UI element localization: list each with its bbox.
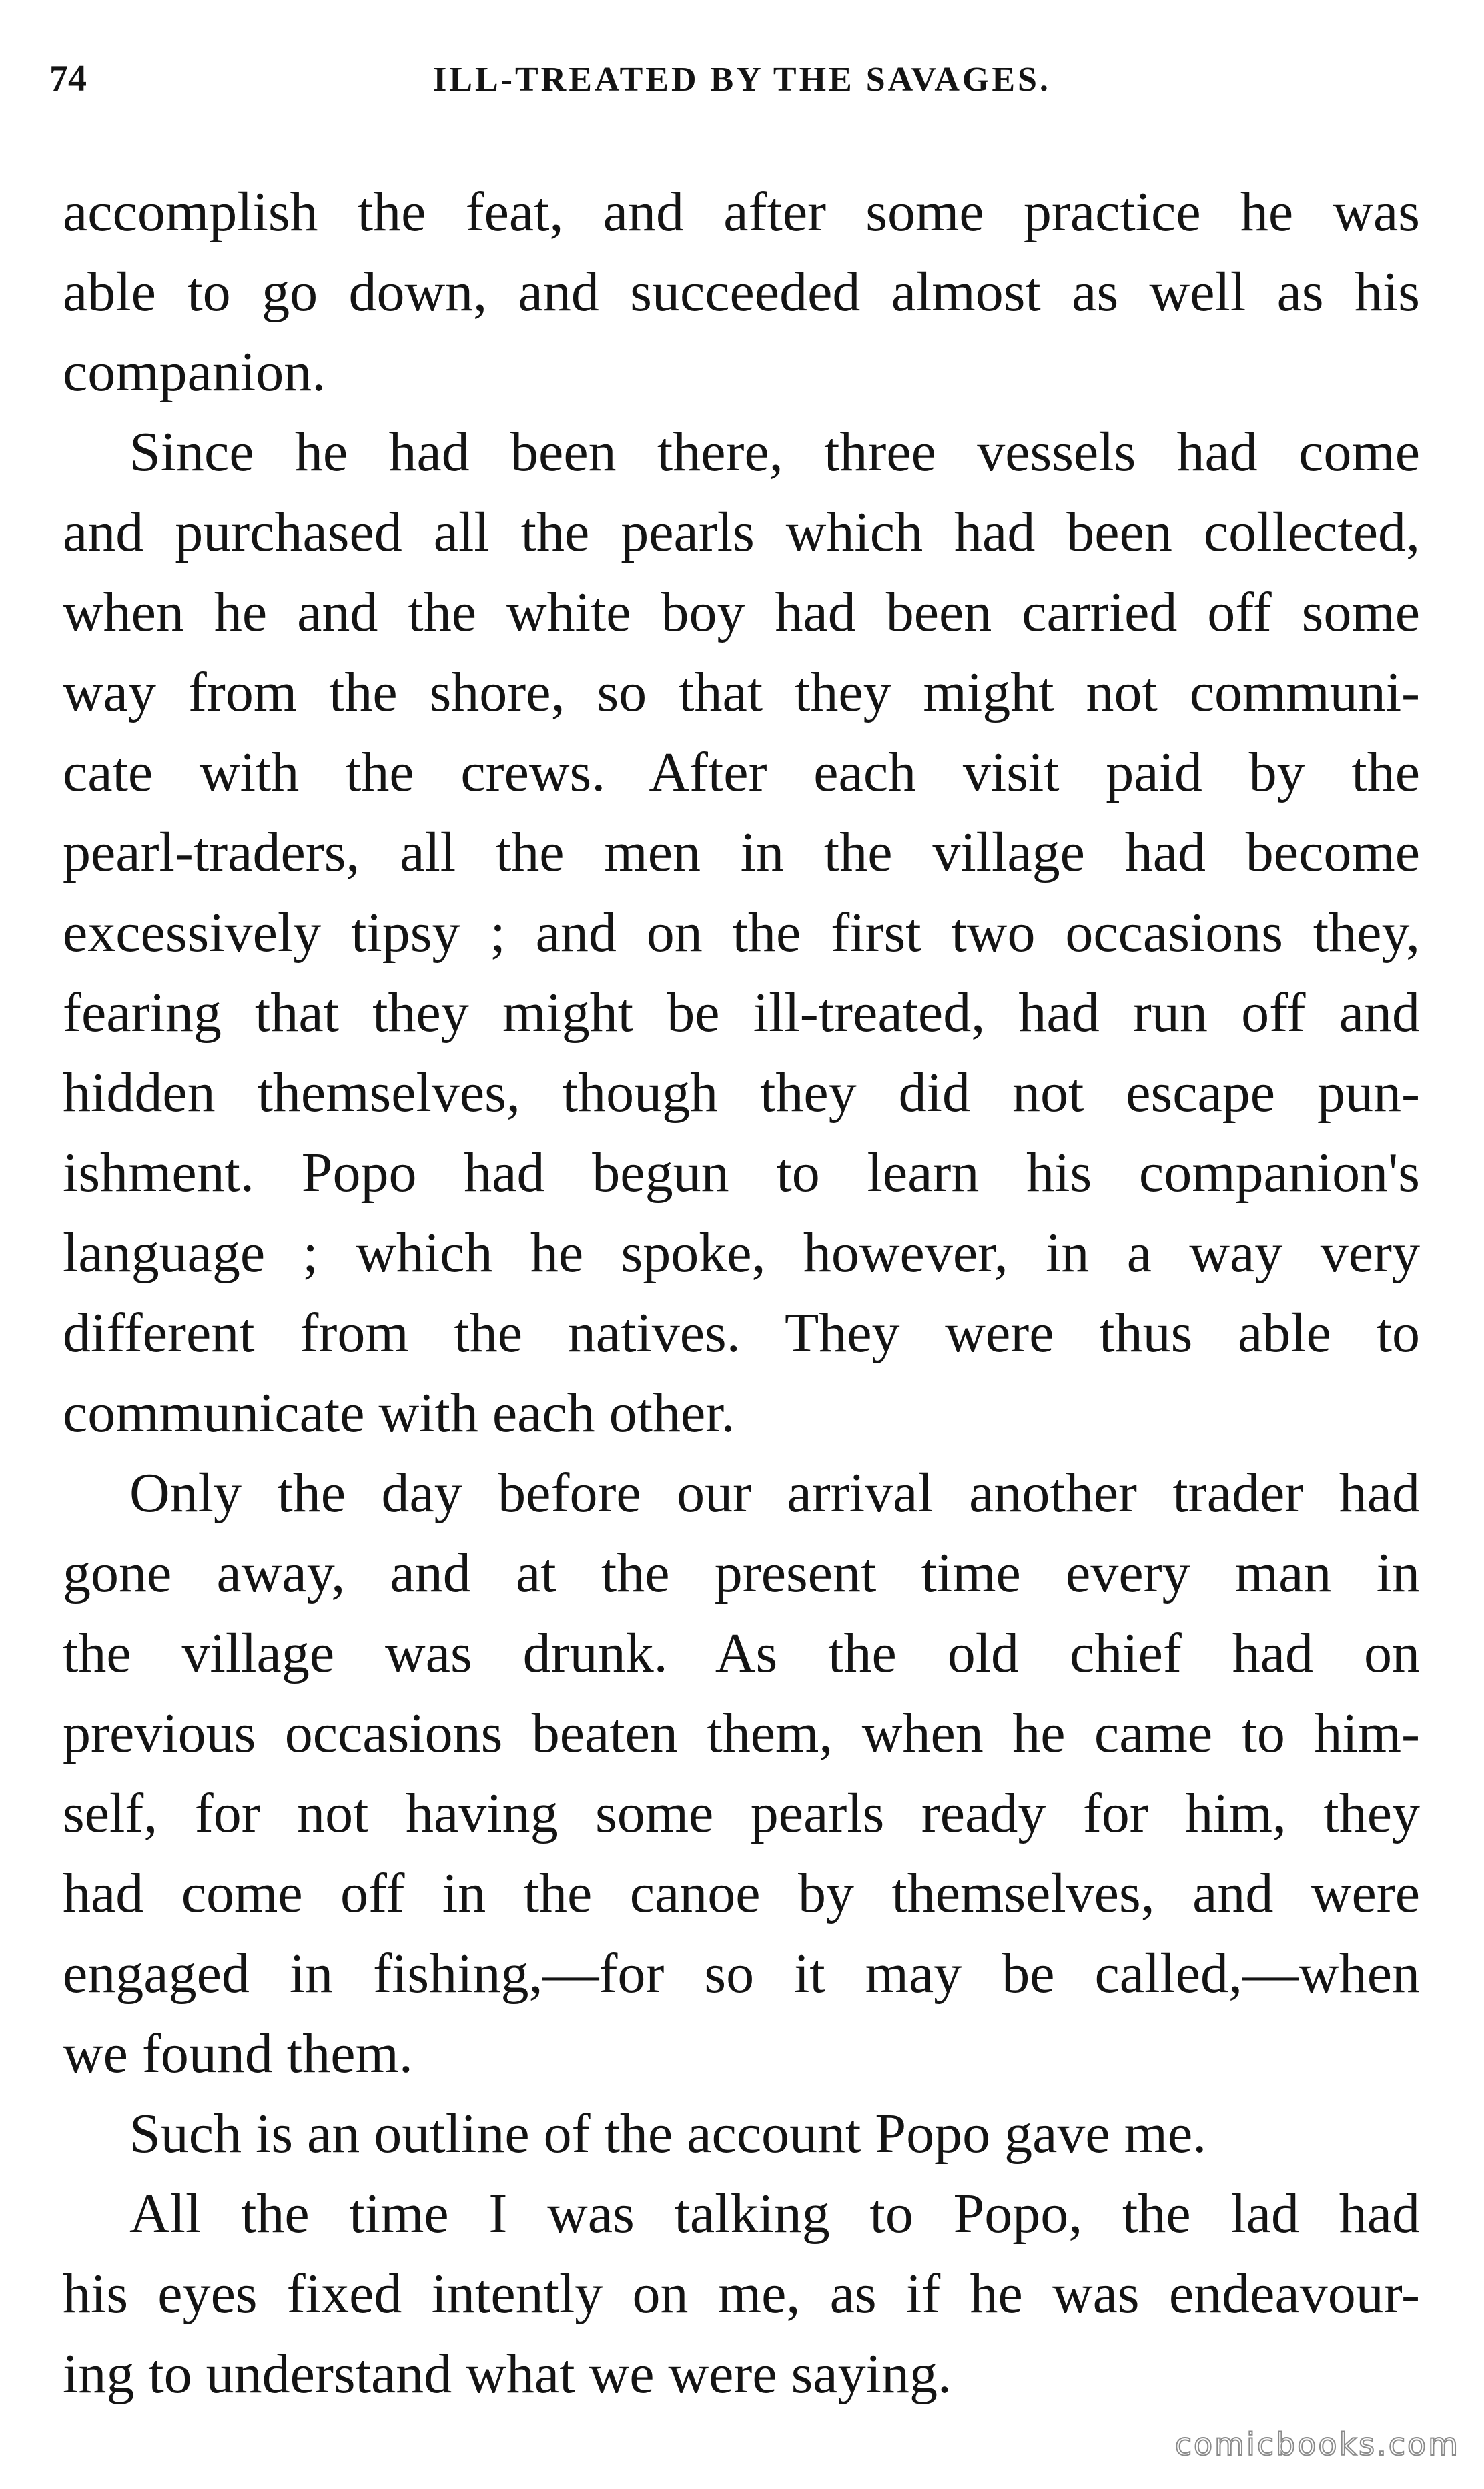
- body-text: [63, 172, 1420, 2414]
- text-line: different from the natives. They were thus able to: [63, 1302, 1420, 1364]
- text-line: language ; which he spoke, however, in a way very: [63, 1222, 1420, 1284]
- text-line: had come off in the canoe by themselves, and were: [63, 1862, 1420, 1924]
- text-line: way from the shore, so that they might not communi-: [63, 661, 1420, 723]
- text-line: and purchased all the pearls which had been collected,: [63, 501, 1420, 563]
- paragraph: [63, 2174, 1420, 2414]
- text-line: cate with the crews. After each visit paid by the: [63, 741, 1420, 803]
- text-line: fearing that they might be ill-treated, had run off and: [63, 982, 1420, 1044]
- text-line: engaged in fishing,—for so it may be called,—when: [63, 1942, 1420, 2005]
- text-line: his eyes fixed intently on me, as if he was endeavour-: [63, 2263, 1420, 2325]
- paragraph: [63, 172, 1420, 412]
- text-line: All the time I was talking to Popo, the lad had: [129, 2183, 1420, 2245]
- text-line: we found them.: [63, 2023, 413, 2085]
- running-head: ILL-TREATED BY THE SAVAGES.: [433, 61, 1051, 99]
- text-line: Since he had been there, three vessels had come: [129, 421, 1420, 483]
- text-line: hidden themselves, though they did not escape pun-: [63, 1062, 1420, 1124]
- text-line: the village was drunk. As the old chief had on: [63, 1622, 1420, 1684]
- paragraph: [63, 2094, 1420, 2174]
- paragraph: [63, 412, 1420, 1453]
- text-line: communicate with each other.: [63, 1382, 735, 1444]
- text-line: previous occasions beaten them, when he came to him-: [63, 1702, 1420, 1764]
- text-line: pearl-traders, all the men in the village had become: [63, 821, 1420, 883]
- text-line: ing to understand what we were saying.: [63, 2343, 952, 2405]
- page-number: 74: [49, 58, 87, 99]
- text-line: companion.: [63, 341, 326, 403]
- watermark-logo: comicbooks.com: [1174, 2426, 1460, 2462]
- paragraph: [63, 1453, 1420, 2094]
- text-line: able to go down, and succeeded almost as well as his: [63, 261, 1420, 323]
- text-line: Only the day before our arrival another trader had: [129, 1462, 1420, 1524]
- text-line: Such is an outline of the account Popo gave me.: [129, 2103, 1207, 2165]
- text-line: when he and the white boy had been carried off some: [63, 581, 1420, 643]
- text-line: self, for not having some pearls ready for him, they: [63, 1782, 1420, 1844]
- text-line: accomplish the feat, and after some practice he was: [63, 181, 1420, 243]
- text-line: ishment. Popo had begun to learn his companion's: [63, 1142, 1420, 1204]
- text-line: excessively tipsy ; and on the first two occasions they,: [63, 902, 1420, 964]
- text-line: gone away, and at the present time every man in: [63, 1542, 1420, 1604]
